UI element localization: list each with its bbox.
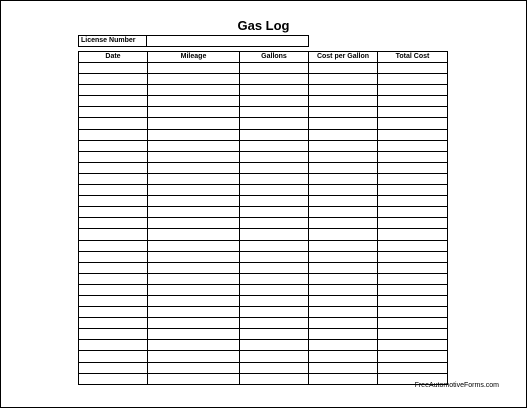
table-row — [79, 295, 448, 306]
table-row — [79, 307, 448, 318]
column-header-cost-per-gallon: Cost per Gallon — [309, 52, 378, 63]
mileage-cell[interactable] — [148, 262, 240, 273]
date-cell[interactable] — [79, 185, 148, 196]
date-cell[interactable] — [79, 262, 148, 273]
table-row — [79, 74, 448, 85]
page-title: Gas Log — [237, 18, 290, 33]
cost-per-gallon-cell[interactable] — [309, 96, 378, 107]
date-cell[interactable] — [79, 251, 148, 262]
table-row — [79, 185, 448, 196]
mileage-cell[interactable] — [148, 218, 240, 229]
gallons-cell[interactable] — [240, 307, 309, 318]
date-cell[interactable] — [79, 307, 148, 318]
total-cost-cell[interactable] — [378, 162, 448, 173]
cost-per-gallon-cell[interactable] — [309, 196, 378, 207]
column-header-mileage: Mileage — [148, 52, 240, 63]
total-cost-cell[interactable] — [378, 329, 448, 340]
mileage-cell[interactable] — [148, 362, 240, 373]
mileage-cell[interactable] — [148, 63, 240, 74]
gallons-cell[interactable] — [240, 118, 309, 129]
date-cell[interactable] — [79, 118, 148, 129]
date-cell[interactable] — [79, 318, 148, 329]
total-cost-cell[interactable] — [378, 284, 448, 295]
mileage-cell[interactable] — [148, 351, 240, 362]
cost-per-gallon-cell[interactable] — [309, 318, 378, 329]
date-cell[interactable] — [79, 63, 148, 74]
table-row — [79, 351, 448, 362]
total-cost-cell[interactable] — [378, 362, 448, 373]
gallons-cell[interactable] — [240, 207, 309, 218]
date-cell[interactable] — [79, 240, 148, 251]
cost-per-gallon-cell[interactable] — [309, 129, 378, 140]
mileage-cell[interactable] — [148, 151, 240, 162]
gallons-cell[interactable] — [240, 185, 309, 196]
mileage-cell[interactable] — [148, 251, 240, 262]
mileage-cell[interactable] — [148, 284, 240, 295]
table-row — [79, 362, 448, 373]
footer-website: FreeAutomotiveForms.com — [414, 382, 499, 389]
gallons-cell[interactable] — [240, 173, 309, 184]
column-header-total-cost: Total Cost — [378, 52, 448, 63]
date-cell[interactable] — [79, 196, 148, 207]
gallons-cell[interactable] — [240, 340, 309, 351]
cost-per-gallon-cell[interactable] — [309, 329, 378, 340]
table-row — [79, 63, 448, 74]
table-row — [79, 218, 448, 229]
table-row — [79, 107, 448, 118]
total-cost-cell[interactable] — [378, 96, 448, 107]
cost-per-gallon-cell[interactable] — [309, 218, 378, 229]
gallons-cell[interactable] — [240, 351, 309, 362]
date-cell[interactable] — [79, 273, 148, 284]
cost-per-gallon-cell[interactable] — [309, 74, 378, 85]
date-cell[interactable] — [79, 162, 148, 173]
cost-per-gallon-cell[interactable] — [309, 63, 378, 74]
table-row — [79, 118, 448, 129]
cost-per-gallon-cell[interactable] — [309, 162, 378, 173]
table-header-row — [79, 52, 448, 63]
gas-log-table — [78, 51, 448, 385]
table-row — [79, 329, 448, 340]
mileage-cell[interactable] — [148, 162, 240, 173]
gallons-cell[interactable] — [240, 74, 309, 85]
total-cost-cell[interactable] — [378, 273, 448, 284]
date-cell[interactable] — [79, 340, 148, 351]
date-cell[interactable] — [79, 140, 148, 151]
gallons-cell[interactable] — [240, 196, 309, 207]
gallons-cell[interactable] — [240, 162, 309, 173]
date-cell[interactable] — [79, 173, 148, 184]
license-number-label: License Number — [79, 36, 147, 47]
table-body — [79, 63, 448, 385]
cost-per-gallon-cell[interactable] — [309, 362, 378, 373]
total-cost-cell[interactable] — [378, 240, 448, 251]
date-cell[interactable] — [79, 207, 148, 218]
gallons-cell[interactable] — [240, 251, 309, 262]
column-header-date: Date — [79, 52, 148, 63]
table-row — [79, 318, 448, 329]
date-cell[interactable] — [79, 85, 148, 96]
mileage-cell[interactable] — [148, 318, 240, 329]
total-cost-cell[interactable] — [378, 140, 448, 151]
total-cost-cell[interactable] — [378, 229, 448, 240]
total-cost-cell[interactable] — [378, 185, 448, 196]
table-row — [79, 207, 448, 218]
mileage-cell[interactable] — [148, 329, 240, 340]
table-row — [79, 140, 448, 151]
table-row — [79, 229, 448, 240]
cost-per-gallon-cell[interactable] — [309, 229, 378, 240]
cost-per-gallon-cell[interactable] — [309, 251, 378, 262]
gallons-cell[interactable] — [240, 273, 309, 284]
mileage-cell[interactable] — [148, 140, 240, 151]
cost-per-gallon-cell[interactable] — [309, 207, 378, 218]
gallons-cell[interactable] — [240, 240, 309, 251]
cost-per-gallon-cell[interactable] — [309, 295, 378, 306]
total-cost-cell[interactable] — [378, 218, 448, 229]
date-cell[interactable] — [79, 218, 148, 229]
mileage-cell[interactable] — [148, 96, 240, 107]
gallons-cell[interactable] — [240, 63, 309, 74]
cost-per-gallon-cell[interactable] — [309, 118, 378, 129]
mileage-cell[interactable] — [148, 129, 240, 140]
mileage-cell[interactable] — [148, 340, 240, 351]
total-cost-cell[interactable] — [378, 307, 448, 318]
mileage-cell[interactable] — [148, 85, 240, 96]
table-row — [79, 373, 448, 384]
cost-per-gallon-cell[interactable] — [309, 351, 378, 362]
gallons-cell[interactable] — [240, 262, 309, 273]
total-cost-cell[interactable] — [378, 262, 448, 273]
cost-per-gallon-cell[interactable] — [309, 173, 378, 184]
date-cell[interactable] — [79, 74, 148, 85]
cost-per-gallon-cell[interactable] — [309, 273, 378, 284]
gallons-cell[interactable] — [240, 107, 309, 118]
mileage-cell[interactable] — [148, 196, 240, 207]
date-cell[interactable] — [79, 351, 148, 362]
total-cost-cell[interactable] — [378, 107, 448, 118]
cost-per-gallon-cell[interactable] — [309, 373, 378, 384]
license-number-field[interactable] — [147, 36, 309, 47]
mileage-cell[interactable] — [148, 107, 240, 118]
table-row — [79, 240, 448, 251]
cost-per-gallon-cell[interactable] — [309, 85, 378, 96]
table-row — [79, 273, 448, 284]
mileage-cell[interactable] — [148, 173, 240, 184]
total-cost-cell[interactable] — [378, 295, 448, 306]
gallons-cell[interactable] — [240, 329, 309, 340]
total-cost-cell[interactable] — [378, 318, 448, 329]
gallons-cell[interactable] — [240, 284, 309, 295]
gallons-cell[interactable] — [240, 96, 309, 107]
gallons-cell[interactable] — [240, 295, 309, 306]
date-cell[interactable] — [79, 96, 148, 107]
gallons-cell[interactable] — [240, 140, 309, 151]
mileage-cell[interactable] — [148, 307, 240, 318]
table-row — [79, 85, 448, 96]
license-number-table — [78, 35, 309, 47]
mileage-cell[interactable] — [148, 240, 240, 251]
cost-per-gallon-cell[interactable] — [309, 240, 378, 251]
date-cell[interactable] — [79, 284, 148, 295]
gallons-cell[interactable] — [240, 218, 309, 229]
total-cost-cell[interactable] — [378, 74, 448, 85]
date-cell[interactable] — [79, 151, 148, 162]
mileage-cell[interactable] — [148, 229, 240, 240]
cost-per-gallon-cell[interactable] — [309, 340, 378, 351]
total-cost-cell[interactable] — [378, 85, 448, 96]
total-cost-cell[interactable] — [378, 63, 448, 74]
mileage-cell[interactable] — [148, 295, 240, 306]
table-row — [79, 173, 448, 184]
total-cost-cell[interactable] — [378, 118, 448, 129]
total-cost-cell[interactable] — [378, 151, 448, 162]
mileage-cell[interactable] — [148, 185, 240, 196]
date-cell[interactable] — [79, 107, 148, 118]
mileage-cell[interactable] — [148, 373, 240, 384]
table-row — [79, 162, 448, 173]
table-row — [79, 129, 448, 140]
gallons-cell[interactable] — [240, 151, 309, 162]
mileage-cell[interactable] — [148, 207, 240, 218]
column-header-gallons: Gallons — [240, 52, 309, 63]
date-cell[interactable] — [79, 362, 148, 373]
gallons-cell[interactable] — [240, 229, 309, 240]
date-cell[interactable] — [79, 229, 148, 240]
table-row — [79, 96, 448, 107]
gallons-cell[interactable] — [240, 362, 309, 373]
total-cost-cell[interactable] — [378, 173, 448, 184]
cost-per-gallon-cell[interactable] — [309, 151, 378, 162]
mileage-cell[interactable] — [148, 273, 240, 284]
table-row — [79, 251, 448, 262]
table-row — [79, 262, 448, 273]
table-row — [79, 284, 448, 295]
cost-per-gallon-cell[interactable] — [309, 262, 378, 273]
gallons-cell[interactable] — [240, 318, 309, 329]
cost-per-gallon-cell[interactable] — [309, 284, 378, 295]
total-cost-cell[interactable] — [378, 196, 448, 207]
table-row — [79, 151, 448, 162]
cost-per-gallon-cell[interactable] — [309, 185, 378, 196]
gallons-cell[interactable] — [240, 129, 309, 140]
mileage-cell[interactable] — [148, 118, 240, 129]
date-cell[interactable] — [79, 373, 148, 384]
cost-per-gallon-cell[interactable] — [309, 307, 378, 318]
total-cost-cell[interactable] — [378, 129, 448, 140]
total-cost-cell[interactable] — [378, 251, 448, 262]
date-cell[interactable] — [79, 295, 148, 306]
mileage-cell[interactable] — [148, 74, 240, 85]
date-cell[interactable] — [79, 329, 148, 340]
table-row — [79, 196, 448, 207]
cost-per-gallon-cell[interactable] — [309, 140, 378, 151]
cost-per-gallon-cell[interactable] — [309, 107, 378, 118]
date-cell[interactable] — [79, 129, 148, 140]
gallons-cell[interactable] — [240, 85, 309, 96]
license-number-row — [79, 36, 309, 47]
total-cost-cell[interactable] — [378, 340, 448, 351]
total-cost-cell[interactable] — [378, 207, 448, 218]
total-cost-cell[interactable] — [378, 351, 448, 362]
table-row — [79, 340, 448, 351]
gallons-cell[interactable] — [240, 373, 309, 384]
